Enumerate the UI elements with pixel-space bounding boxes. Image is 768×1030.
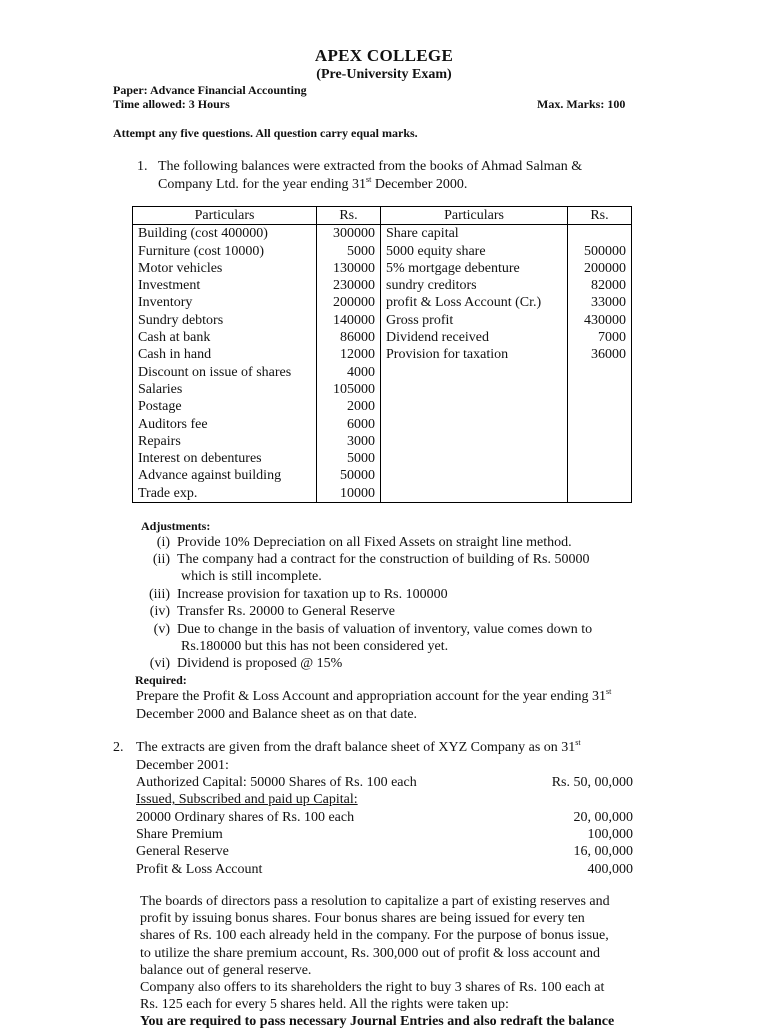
- paragraph-line: Rs. 125 each for every 5 shares held. All the rights were taken up:: [140, 997, 509, 1013]
- table-row: [133, 225, 632, 243]
- particulars-cell: profit & Loss Account (Cr.): [381, 294, 568, 311]
- amount-cell: 105000: [317, 381, 381, 398]
- amount-cell: 82000: [568, 277, 632, 294]
- paragraph-line: You are required to pass necessary Journal Entries and also redraft the balance: [140, 1014, 615, 1030]
- paragraph-line: shares of Rs. 100 each already held in the company. For the purpose of bonus issue,: [140, 928, 609, 944]
- instruction: Attempt any five questions. All question carry equal marks.: [113, 126, 418, 140]
- q1-line2: Company Ltd. for the year ending 31st December 2000.: [158, 175, 468, 192]
- amount-cell: [568, 450, 632, 467]
- amount-cell: 500000: [568, 243, 632, 260]
- table-row: [133, 485, 632, 503]
- amount-cell: 6000: [317, 416, 381, 433]
- particulars-cell: Postage: [133, 398, 317, 415]
- extract-label: Profit & Loss Account: [136, 861, 263, 877]
- amount-cell: [568, 467, 632, 484]
- table-row: [133, 260, 632, 277]
- particulars-cell: Inventory: [133, 294, 317, 311]
- q1-balances-table: [132, 206, 632, 503]
- adjustment-number: (v): [153, 622, 170, 637]
- header-particulars: Particulars: [133, 207, 317, 225]
- adjustment-text: Transfer Rs. 20000 to General Reserve: [177, 604, 395, 619]
- exam-subtitle: (Pre-University Exam): [316, 67, 452, 82]
- amount-cell: 7000: [568, 329, 632, 346]
- max-marks: Max. Marks: 100: [537, 97, 626, 111]
- particulars-cell: Motor vehicles: [133, 260, 317, 277]
- amount-cell: [568, 364, 632, 381]
- amount-cell: 10000: [317, 485, 381, 503]
- adjustments-label: Adjustments:: [141, 519, 211, 533]
- table-row: [133, 277, 632, 294]
- adjustment-number: (iii): [149, 587, 170, 602]
- table-row: [133, 450, 632, 467]
- particulars-cell: sundry creditors: [381, 277, 568, 294]
- table-row: [133, 329, 632, 346]
- particulars-cell: Discount on issue of shares: [133, 364, 317, 381]
- particulars-cell: [381, 433, 568, 450]
- extract-amount: 16, 00,000: [573, 844, 633, 860]
- extract-amount: Rs. 50, 00,000: [551, 775, 633, 790]
- table-row: [133, 364, 632, 381]
- required-label: Required:: [135, 673, 187, 687]
- particulars-cell: Repairs: [133, 433, 317, 450]
- extract-amount: 100,000: [587, 826, 633, 842]
- adjustment-text: Provide 10% Depreciation on all Fixed Assets on straight line method.: [177, 535, 572, 550]
- amount-cell: [568, 416, 632, 433]
- q1-number: 1.: [137, 159, 148, 174]
- particulars-cell: Sundry debtors: [133, 312, 317, 329]
- college-title: APEX COLLEGE: [314, 46, 454, 65]
- q2-number: 2.: [113, 740, 124, 755]
- table-row: [133, 416, 632, 433]
- amount-cell: 230000: [317, 277, 381, 294]
- adjustment-text: Dividend is proposed @ 15%: [177, 656, 343, 671]
- amount-cell: 86000: [317, 329, 381, 346]
- header-particulars: Particulars: [381, 207, 568, 225]
- adjustment-text-cont: Rs.180000 but this has not been considered yet.: [181, 639, 449, 654]
- paragraph-line: profit by issuing bonus shares. Four bonus shares are being issued for every ten: [140, 911, 585, 927]
- header-rs: Rs.: [568, 207, 632, 225]
- particulars-cell: Auditors fee: [133, 416, 317, 433]
- particulars-cell: Gross profit: [381, 312, 568, 329]
- particulars-cell: Investment: [133, 277, 317, 294]
- table-row: [133, 433, 632, 450]
- table-row: [133, 467, 632, 484]
- paragraph-line: The boards of directors pass a resolution to capitalize a part of existing reserves and: [140, 894, 610, 909]
- amount-cell: 12000: [317, 346, 381, 363]
- table-row: [133, 312, 632, 329]
- q2-line1: The extracts are given from the draft balance sheet of XYZ Company as on 31st: [136, 738, 581, 755]
- particulars-cell: Dividend received: [381, 329, 568, 346]
- amount-cell: [568, 433, 632, 450]
- particulars-cell: [381, 364, 568, 381]
- particulars-cell: Trade exp.: [133, 485, 317, 503]
- extract-label: General Reserve: [136, 844, 229, 860]
- amount-cell: 300000: [317, 225, 381, 243]
- particulars-cell: 5% mortgage debenture: [381, 260, 568, 277]
- amount-cell: 4000: [317, 364, 381, 381]
- required-line2: December 2000 and Balance sheet as on that date.: [136, 707, 418, 722]
- adjustment-number: (vi): [149, 656, 170, 671]
- table-row: [133, 381, 632, 398]
- particulars-cell: Interest on debentures: [133, 450, 317, 467]
- table-row: [133, 346, 632, 363]
- adjustment-number: (i): [156, 535, 170, 550]
- amount-cell: [568, 225, 632, 243]
- adjustment-number: (iv): [149, 604, 170, 619]
- adjustment-number: (ii): [152, 552, 170, 567]
- paper-name: Paper: Advance Financial Accounting: [113, 83, 307, 97]
- amount-cell: 36000: [568, 346, 632, 363]
- amount-cell: [568, 485, 632, 503]
- extract-label: Share Premium: [136, 826, 223, 842]
- amount-cell: 33000: [568, 294, 632, 311]
- amount-cell: 2000: [317, 398, 381, 415]
- table-row: [133, 398, 632, 415]
- particulars-cell: Share capital: [381, 225, 568, 243]
- amount-cell: [568, 398, 632, 415]
- q2-line2: December 2001:: [136, 758, 229, 773]
- extract-label: Authorized Capital: 50000 Shares of Rs. 100 each: [136, 775, 417, 790]
- amount-cell: 130000: [317, 260, 381, 277]
- table-row: [133, 294, 632, 311]
- amount-cell: 5000: [317, 450, 381, 467]
- particulars-cell: [381, 416, 568, 433]
- particulars-cell: [381, 450, 568, 467]
- amount-cell: 3000: [317, 433, 381, 450]
- amount-cell: 200000: [317, 294, 381, 311]
- adjustment-text: The company had a contract for the construction of building of Rs. 50000: [177, 552, 590, 567]
- particulars-cell: Salaries: [133, 381, 317, 398]
- particulars-cell: Advance against building: [133, 467, 317, 484]
- extract-amount: 400,000: [587, 861, 633, 877]
- amount-cell: 5000: [317, 243, 381, 260]
- required-line1: Prepare the Profit & Loss Account and appropriation account for the year ending 31st: [136, 687, 612, 704]
- amount-cell: 200000: [568, 260, 632, 277]
- amount-cell: [568, 381, 632, 398]
- particulars-cell: Cash at bank: [133, 329, 317, 346]
- amount-cell: 430000: [568, 312, 632, 329]
- particulars-cell: Cash in hand: [133, 346, 317, 363]
- paragraph-line: balance out of general reserve.: [140, 962, 312, 978]
- extract-label: Issued, Subscribed and paid up Capital:: [136, 792, 358, 808]
- extract-label: 20000 Ordinary shares of Rs. 100 each: [136, 809, 355, 825]
- paragraph-line: to utilize the share premium account, Rs. 300,000 out of profit & loss account and: [140, 945, 600, 961]
- particulars-cell: [381, 485, 568, 503]
- extract-amount: 20, 00,000: [573, 809, 633, 825]
- time-allowed: Time allowed: 3 Hours: [113, 97, 230, 111]
- table-header-row: [133, 207, 632, 225]
- table-row: [133, 243, 632, 260]
- particulars-cell: 5000 equity share: [381, 243, 568, 260]
- amount-cell: 140000: [317, 312, 381, 329]
- adjustment-text-cont: which is still incomplete.: [181, 569, 322, 584]
- particulars-cell: Provision for taxation: [381, 346, 568, 363]
- particulars-cell: [381, 398, 568, 415]
- paragraph-line: Company also offers to its shareholders the right to buy 3 shares of Rs. 100 each at: [140, 980, 605, 995]
- particulars-cell: Furniture (cost 10000): [133, 243, 317, 260]
- header-rs: Rs.: [317, 207, 381, 225]
- q1-line1: The following balances were extracted from the books of Ahmad Salman &: [158, 159, 583, 174]
- particulars-cell: [381, 381, 568, 398]
- particulars-cell: Building (cost 400000): [133, 225, 317, 243]
- adjustment-text: Due to change in the basis of valuation of inventory, value comes down to: [177, 622, 593, 637]
- adjustment-text: Increase provision for taxation up to Rs. 100000: [177, 587, 448, 602]
- particulars-cell: [381, 467, 568, 484]
- amount-cell: 50000: [317, 467, 381, 484]
